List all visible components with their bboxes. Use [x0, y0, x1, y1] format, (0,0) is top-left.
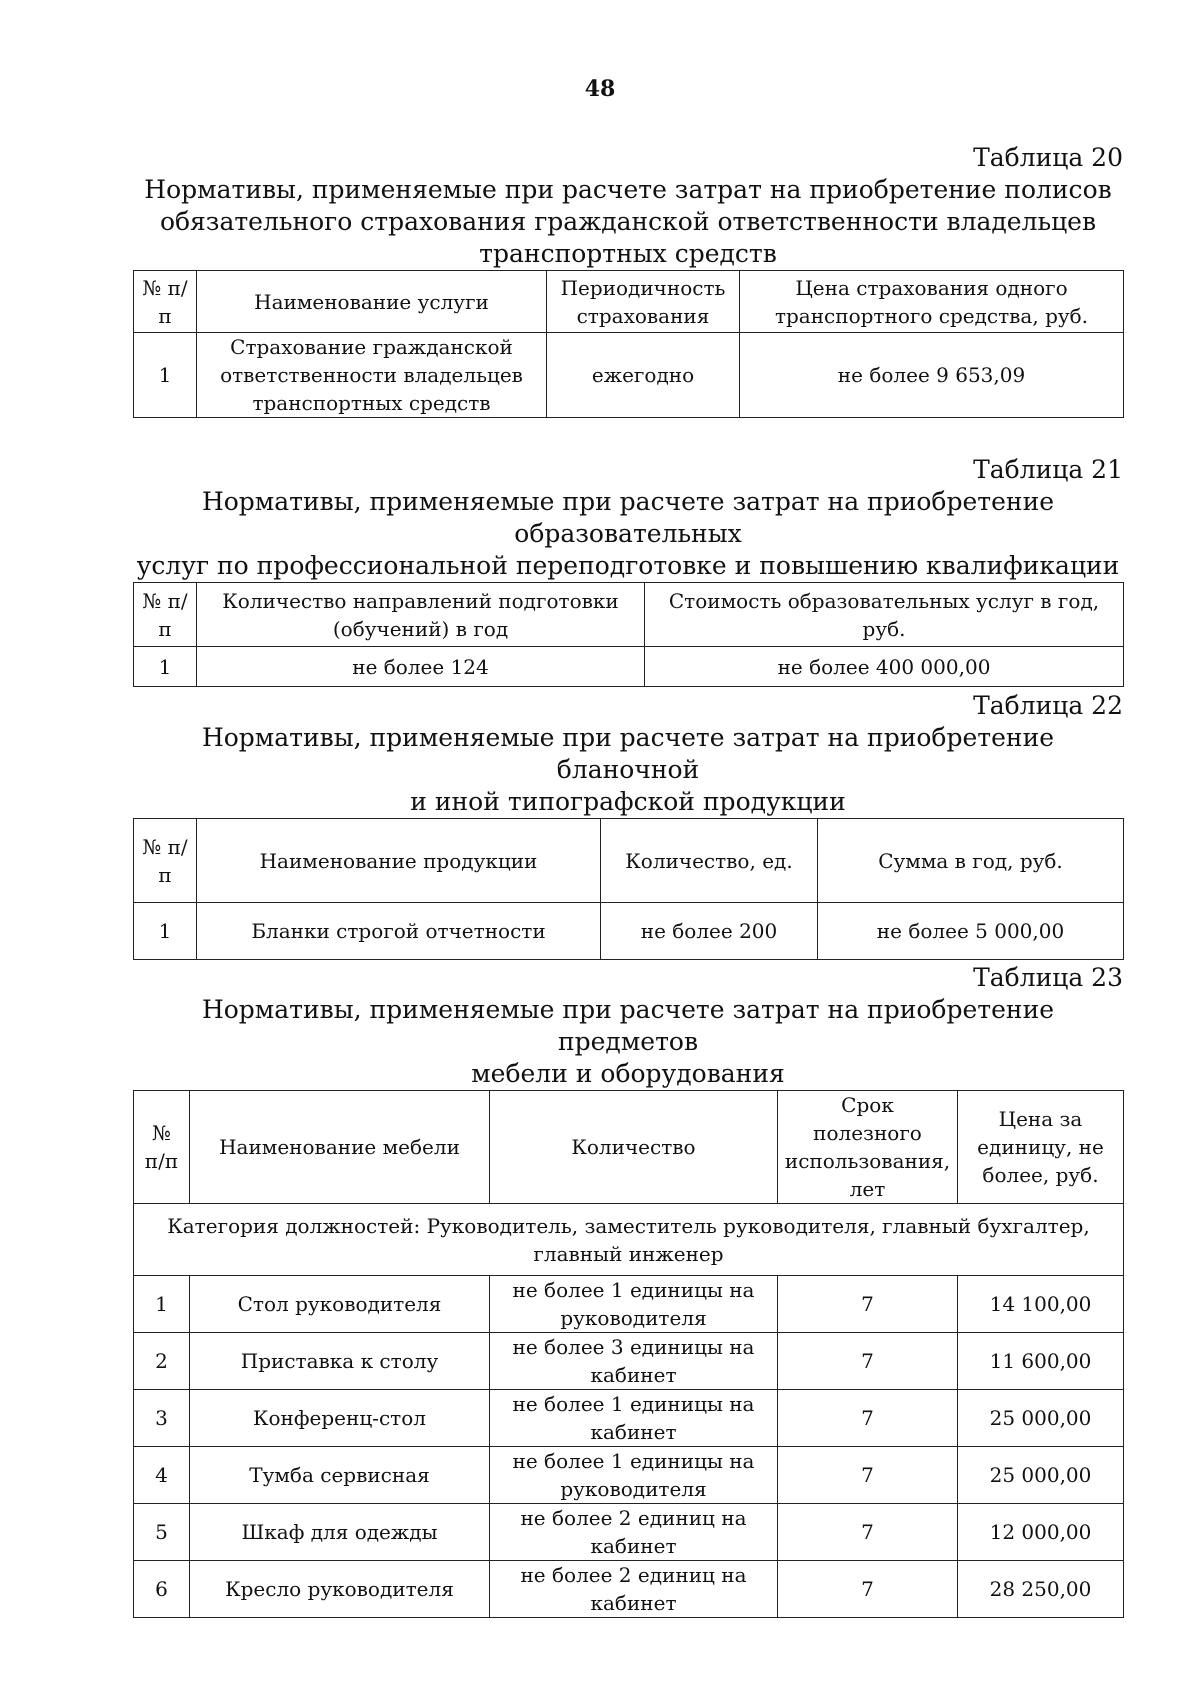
cell: не более 1 единицы на кабинет — [490, 1390, 778, 1447]
cell: не более 5 000,00 — [818, 903, 1124, 960]
title-line: Нормативы, применяемые при расчете затрат на приобретение полисов — [144, 175, 1112, 204]
table-row — [134, 1561, 1124, 1618]
table-21-section — [133, 454, 1123, 687]
header-directions: Количество направлений подготовки (обучений) в год — [197, 583, 645, 647]
cell: 7 — [778, 1390, 958, 1447]
cell: 7 — [778, 1447, 958, 1504]
table-row — [134, 333, 1124, 418]
cell: ежегодно — [547, 333, 740, 418]
table-20-section — [133, 142, 1123, 418]
cell: 7 — [778, 1504, 958, 1561]
title-line: и иной типографской продукции — [410, 787, 846, 816]
cell: 7 — [778, 1333, 958, 1390]
cell: не более 200 — [601, 903, 818, 960]
cell: 25 000,00 — [958, 1390, 1124, 1447]
title-line: обязательного страхования гражданской ответственности владельцев — [159, 207, 1097, 236]
table-23-section — [133, 962, 1123, 1618]
header-lifetime: Срок полезного использования, лет — [778, 1091, 958, 1204]
cell: Стол руководителя — [190, 1276, 490, 1333]
header-num: № п/п — [134, 271, 197, 333]
table-22-label: Таблица 22 — [973, 691, 1123, 720]
table-row — [134, 1447, 1124, 1504]
cell: 1 — [134, 903, 197, 960]
table-20-title — [133, 174, 1123, 270]
table-21 — [133, 582, 1124, 687]
category-row — [134, 1204, 1124, 1276]
cell: не более 1 единицы на руководителя — [490, 1276, 778, 1333]
title-line: транспортных средств — [479, 239, 777, 268]
cell: Тумба сервисная — [190, 1447, 490, 1504]
header-cost: Стоимость образовательных услуг в год, руб. — [645, 583, 1124, 647]
table-20 — [133, 270, 1124, 418]
table-23-label: Таблица 23 — [973, 963, 1123, 992]
table-22-section — [133, 690, 1123, 960]
table-22 — [133, 818, 1124, 960]
table-row — [134, 1390, 1124, 1447]
cell: Кресло руководителя — [190, 1561, 490, 1618]
cell: Шкаф для одежды — [190, 1504, 490, 1561]
cell: 1 — [134, 647, 197, 687]
cell: Конференц-стол — [190, 1390, 490, 1447]
table-23 — [133, 1090, 1124, 1618]
page-number: 48 — [584, 76, 616, 102]
cell: 12 000,00 — [958, 1504, 1124, 1561]
cell: 5 — [134, 1504, 190, 1561]
table-23-title — [133, 994, 1123, 1090]
header-num: № п/п — [134, 819, 197, 903]
cell: 11 600,00 — [958, 1333, 1124, 1390]
cell: не более 400 000,00 — [645, 647, 1124, 687]
header-sum: Сумма в год, руб. — [818, 819, 1124, 903]
cell: Бланки строгой отчетности — [197, 903, 601, 960]
cell: не более 9 653,09 — [740, 333, 1124, 418]
table-row — [134, 1333, 1124, 1390]
header-price: Цена страхования одного транспортного средства, руб. — [740, 271, 1124, 333]
title-line: Нормативы, применяемые при расчете затрат на приобретение бланочной — [201, 723, 1055, 784]
header-quantity: Количество, ед. — [601, 819, 818, 903]
cell: Страхование гражданской ответственности владельцев транспортных средств — [197, 333, 547, 418]
header-quantity: Количество — [490, 1091, 778, 1204]
header-service: Наименование услуги — [197, 271, 547, 333]
header-num: № п/п — [134, 1091, 190, 1204]
cell: 4 — [134, 1447, 190, 1504]
cell: не более 1 единицы на руководителя — [490, 1447, 778, 1504]
title-line: Нормативы, применяемые при расчете затрат на приобретение предметов — [201, 995, 1055, 1056]
header-furniture: Наименование мебели — [190, 1091, 490, 1204]
header-unit-price: Цена за единицу, не более, руб. — [958, 1091, 1124, 1204]
cell: 25 000,00 — [958, 1447, 1124, 1504]
cell: 14 100,00 — [958, 1276, 1124, 1333]
cell: 1 — [134, 333, 197, 418]
header-period: Периодичность страхования — [547, 271, 740, 333]
cell: 7 — [778, 1276, 958, 1333]
category-cell: Категория должностей: Руководитель, заместитель руководителя, главный бухгалтер, главный инженер — [134, 1204, 1124, 1276]
cell: 3 — [134, 1390, 190, 1447]
cell: 28 250,00 — [958, 1561, 1124, 1618]
table-22-title — [133, 722, 1123, 818]
table-row — [134, 1276, 1124, 1333]
cell: не более 2 единиц на кабинет — [490, 1561, 778, 1618]
header-product: Наименование продукции — [197, 819, 601, 903]
title-line: услуг по профессиональной переподготовке и повышению квалификации — [136, 551, 1120, 580]
cell: 7 — [778, 1561, 958, 1618]
title-line: мебели и оборудования — [471, 1059, 785, 1088]
table-row — [134, 903, 1124, 960]
table-header-row — [134, 1091, 1124, 1204]
cell: 2 — [134, 1333, 190, 1390]
table-21-title — [133, 486, 1123, 582]
cell: 6 — [134, 1561, 190, 1618]
table-header-row — [134, 271, 1124, 333]
cell: не более 3 единицы на кабинет — [490, 1333, 778, 1390]
table-row — [134, 647, 1124, 687]
cell: Приставка к столу — [190, 1333, 490, 1390]
table-21-label: Таблица 21 — [973, 455, 1123, 484]
table-20-label: Таблица 20 — [973, 143, 1123, 172]
table-header-row — [134, 819, 1124, 903]
cell: 1 — [134, 1276, 190, 1333]
cell: не более 124 — [197, 647, 645, 687]
header-num: № п/п — [134, 583, 197, 647]
table-header-row — [134, 583, 1124, 647]
cell: не более 2 единиц на кабинет — [490, 1504, 778, 1561]
title-line: Нормативы, применяемые при расчете затрат на приобретение образовательных — [201, 487, 1055, 548]
table-row — [134, 1504, 1124, 1561]
